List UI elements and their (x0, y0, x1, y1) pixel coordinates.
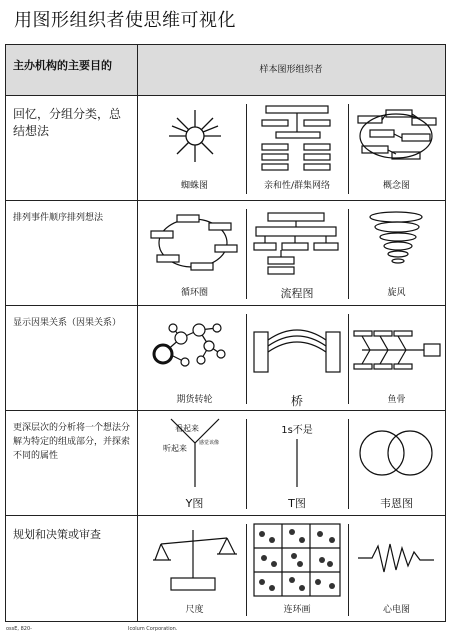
table-header (6, 45, 445, 96)
organizer-label: 桥 (290, 394, 303, 408)
purpose-text: 回忆，分组分类，总结想法 (13, 107, 122, 138)
organizer-t-chart (246, 411, 348, 515)
organizer-scale (143, 516, 246, 622)
header-samples-label: 样本图形组织者 (259, 65, 323, 75)
purpose-text: 显示因果关系（因果关系） (13, 318, 122, 328)
organizer-label: 旋风 (387, 288, 406, 298)
organizer-spider (143, 96, 246, 200)
footer-center: Icolum Corporation. (128, 626, 178, 632)
table-row (6, 96, 445, 201)
organizer-label: 概念图 (382, 181, 410, 191)
organizer-label: T图 (288, 497, 306, 510)
purpose-cell (6, 516, 138, 622)
table-row (6, 411, 445, 516)
organizer-y-chart (143, 411, 246, 515)
page-title: 用图形组织者使思维可视化 (14, 10, 236, 31)
organizer-ecg (348, 516, 445, 622)
organizer-label: 流程图 (280, 287, 314, 300)
y-chart-top-label: 看起来 (175, 424, 199, 433)
organizer-flowchart (246, 201, 348, 305)
y-chart-left-label: 听起来 (163, 444, 187, 453)
organizer-label: 蜘蛛图 (180, 181, 208, 191)
purpose-cell (6, 201, 138, 305)
organizer-label: 鱼骨 (387, 395, 406, 405)
purpose-text: 规划和决策或审查 (13, 528, 101, 541)
organizer-label: 循环圈 (180, 288, 208, 298)
organizer-affinity (246, 96, 348, 200)
organizer-label: Y图 (185, 497, 204, 510)
organizer-cycle (143, 201, 246, 305)
purpose-cell (6, 96, 138, 200)
table-row (6, 306, 445, 411)
organizer-venn (348, 411, 445, 515)
organizer-label: 心电图 (382, 605, 410, 615)
purpose-text: 排列事件顺序排列想法 (13, 213, 104, 223)
table-row (6, 516, 445, 622)
organizer-concept (348, 96, 445, 200)
organizer-table (5, 44, 446, 622)
organizer-label: 连环画 (283, 605, 311, 615)
organizer-label: 亲和性/群集网络 (263, 181, 331, 191)
y-chart-right-label: 感觉该像 (199, 440, 220, 446)
t-chart-top-label: 1s不是 (281, 425, 313, 436)
organizer-whirlwind (348, 201, 445, 305)
organizer-comic-strip (246, 516, 348, 622)
header-samples-cell (137, 45, 445, 95)
organizer-label: 尺度 (185, 605, 204, 615)
purpose-cell (6, 306, 138, 410)
organizer-label: 韦恩图 (380, 497, 413, 510)
purpose-text: 更深层次的分析将一个想法分解为特定的组成部分，并探索不同的属性 (13, 423, 131, 461)
organizer-futures-wheel (143, 306, 246, 410)
table-row (6, 201, 445, 306)
purpose-cell (6, 411, 138, 515)
header-purpose-cell (6, 45, 138, 95)
organizer-fishbone (348, 306, 445, 410)
organizer-bridge (246, 306, 348, 410)
header-purpose-label: 主办机构的主要目的 (13, 59, 112, 72)
organizer-label: 期货转轮 (176, 395, 213, 405)
footer-left: ossE, 820- (6, 626, 32, 632)
